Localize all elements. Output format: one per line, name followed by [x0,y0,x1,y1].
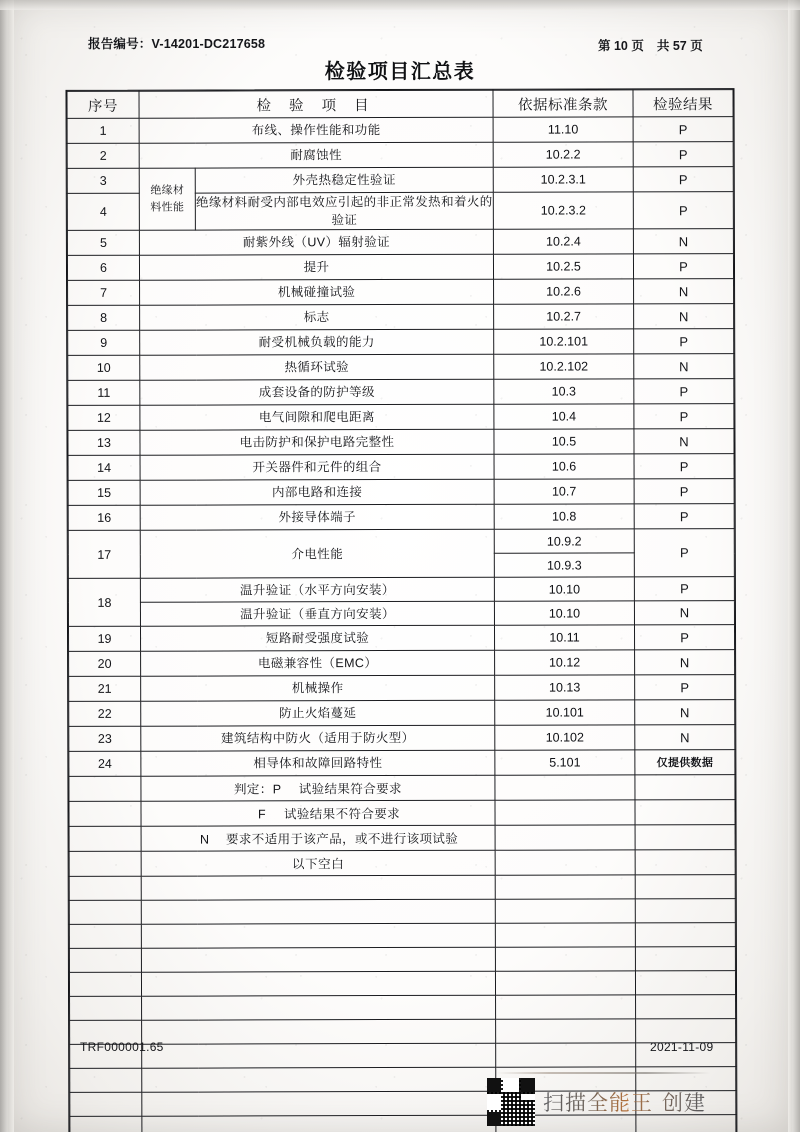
empty-table-row [70,1019,736,1045]
cell-no: 17 [68,530,140,578]
cell-standard: 10.2.4 [493,229,633,254]
table-row [68,279,734,306]
cell-standard: 5.101 [495,750,635,775]
cell-group-insulation-performance [139,168,195,230]
column-header-result: 检验结果 [633,90,733,117]
page-total: 共 57 页 [656,39,703,53]
cell-standard: 10.6 [494,454,634,479]
empty-table-row [69,899,735,925]
cell-blank [69,851,141,876]
cell-blank-item [141,923,495,948]
cell-standard: 10.10 [494,577,634,601]
cell-result: N [633,229,733,254]
legend-text-p: 试验结果符合要求 [298,782,402,797]
cell-blank-result [635,971,735,995]
cell-item: 耐腐蚀性 [139,142,493,168]
cell-standard: 10.5 [494,429,634,454]
cell-result: N [635,650,735,675]
table-row [68,329,734,356]
end-note: 以下空白 [141,850,495,876]
cell-blank-result [635,923,735,947]
cell-standard: 10.12 [495,650,635,675]
cell-standard: 10.2.2 [493,142,633,167]
cell-item: 机械操作 [141,675,495,701]
cell-item: 耐受机械负载的能力 [140,329,494,355]
table-row [67,117,733,144]
cell-blank-item [142,1115,496,1132]
cell-result: N [634,279,734,304]
cell-blank-item [141,875,495,900]
watermark-text-part1: 扫描全能王 [543,1092,653,1115]
cell-item: 绝缘材料耐受内部电效应引起的非正常发热和着火的验证 [195,192,493,230]
page-edge-shadow-top [0,0,800,10]
cell-item: 外壳热稳定性验证 [195,167,493,193]
inspection-summary-table [67,89,737,1132]
form-code: TRF000001.65 [80,1040,164,1054]
legend-text-f: 试验结果不符合要求 [283,807,401,822]
cell-blank [495,775,635,800]
watermark-divider [496,1072,710,1074]
legend-code-n: N [199,832,210,847]
cell-standard: 10.2.101 [494,329,634,354]
cell-item: 相导体和故障回路特性 [141,750,495,776]
cell-item: 建筑结构中防火（适用于防火型） [141,725,495,751]
cell-item: 提升 [139,254,493,280]
table-header-row [67,90,733,119]
cell-no: 18 [68,578,140,626]
table-row [68,529,734,555]
cell-blank-item [142,1067,496,1092]
cell-item: 标志 [140,304,494,330]
cell-blank-no [69,924,141,948]
cell-standard: 10.4 [494,404,634,429]
report-number: 报告编号：V-14201-DC217658 [88,37,266,51]
cell-result: P [634,529,734,577]
cell-no: 13 [68,430,140,455]
cell-item: 电击防护和保护电路完整性 [140,429,494,455]
cell-standard: 10.13 [495,675,635,700]
cell-blank-no [69,948,141,972]
legend-row [69,775,735,802]
cell-blank-standard [496,995,636,1019]
camscanner-watermark [487,1076,717,1128]
cell-item: 热循环试验 [140,354,494,380]
cell-blank-result [635,899,735,923]
legend-code-p: P [272,782,282,797]
cell-result: N [635,725,735,750]
table-row [68,354,734,381]
cell-standard-secondary: 10.9.3 [494,553,634,577]
cell-no: 14 [68,455,140,480]
cell-blank-item [141,899,495,924]
cell-result: P [635,675,735,700]
table-row [68,601,734,627]
legend-row [69,825,735,852]
table-row [69,650,735,677]
table-row [68,479,734,506]
cell-result: P [634,625,734,650]
cell-no: 7 [68,280,140,305]
end-note-row [69,850,735,877]
cell-item: 防止火焰蔓延 [141,700,495,726]
cell-blank-result [635,947,735,971]
empty-table-row [70,995,736,1021]
table-row [68,504,734,531]
page-edge-shadow-left [0,0,14,1132]
cell-no: 21 [69,676,141,701]
cell-blank-item [142,1019,496,1044]
cell-standard: 10.102 [495,725,635,750]
empty-table-row [69,875,735,901]
cell-result: P [634,404,734,429]
column-header-no: 序号 [67,91,139,118]
legend-pass [141,775,495,801]
page-title: 检验项目汇总表 [324,61,476,83]
cell-blank-no [69,876,141,900]
table-row [67,142,733,169]
cell-blank-no [70,1092,142,1116]
cell-result: P [634,504,734,529]
cell-blank-result [635,875,735,899]
table-row [68,404,734,431]
cell-result: P [633,254,733,279]
column-header-item: 检 验 项 目 [139,90,493,118]
cell-standard: 10.101 [495,700,635,725]
inspection-summary-table-wrapper [67,89,737,1132]
cell-standard: 10.2.3.2 [493,192,633,230]
cell-result: P [633,167,733,192]
column-header-standard: 依据标准条款 [493,90,633,117]
cell-standard: 10.3 [494,379,634,404]
cell-blank-standard [495,947,635,971]
cell-result: N [634,354,734,379]
cell-no: 11 [68,380,140,405]
group-label-line2: 料性能 [150,201,185,214]
cell-item: 成套设备的防护等级 [140,379,494,405]
table-row [68,454,734,481]
cell-blank-no [70,1116,142,1132]
legend-fail [141,800,495,826]
legend-code-f: F [257,807,267,822]
table-row [67,229,733,256]
table-row [69,700,735,727]
cell-item: 机械碰撞试验 [140,279,494,305]
legend-na [141,825,495,851]
legend-text-n: 要求不适用于该产品，或不进行该项试验 [225,832,459,847]
cell-no: 12 [68,405,140,430]
cell-no: 23 [69,726,141,751]
watermark-text-part2: 创建 [662,1092,706,1115]
cell-no: 15 [68,480,140,505]
cell-item: 外接导体端子 [140,504,494,530]
empty-table-row [69,971,735,997]
cell-no: 8 [68,305,140,330]
footer-date: 2021-11-09 [650,1040,714,1054]
group-label-line1: 绝缘材 [150,184,185,197]
table-row [69,675,735,702]
cell-blank-no [70,1068,142,1092]
cell-blank [635,800,735,825]
cell-result: P [634,379,734,404]
cell-standard: 10.2.6 [494,279,634,304]
cell-item: 布线、操作性能和功能 [139,117,493,143]
cell-item: 耐紫外线（UV）辐射验证 [139,229,493,255]
cell-blank-no [69,972,141,996]
table-row [69,725,735,752]
cell-no: 4 [67,193,139,230]
cell-blank-item [142,1091,496,1116]
cell-result: N [634,429,734,454]
cell-blank-item [141,971,495,996]
cell-blank-no [69,900,141,924]
cell-blank-standard [495,971,635,995]
cell-result: P [633,142,733,167]
cell-result: P [634,479,734,504]
cell-standard: 10.7 [494,479,634,504]
cell-blank-standard [495,875,635,899]
cell-blank [69,801,141,826]
cell-result: P [633,117,733,142]
cell-no: 9 [68,330,140,355]
cell-no: 19 [68,626,140,651]
cell-item: 电磁兼容性（EMC） [141,650,495,676]
cell-result: P [634,454,734,479]
cell-no: 24 [69,751,141,776]
table-row [69,750,735,777]
cell-result: P [634,577,734,601]
cell-item: 温升验证（水平方向安装） [140,577,494,602]
table-row [68,625,734,652]
cell-no: 2 [67,143,139,168]
empty-table-row [70,1043,736,1069]
watermark-text [543,1087,706,1117]
cell-no: 10 [68,355,140,380]
cell-blank-item [142,1043,496,1068]
page-current: 第 10 页 [598,39,644,53]
cell-no: 3 [67,168,139,193]
cell-blank-standard [495,899,635,923]
cell-blank-standard [496,1043,636,1067]
table-row [67,254,733,281]
cell-item: 内部电路和连接 [140,479,494,505]
cell-blank [69,826,141,851]
cell-standard: 10.2.5 [493,254,633,279]
cell-standard: 10.2.3.1 [493,167,633,192]
table-row [68,429,734,456]
cell-no: 5 [67,230,139,255]
table-row [68,577,734,603]
cell-standard-secondary: 10.10 [494,601,634,625]
cell-blank-item [142,995,496,1020]
cell-blank-standard [496,1019,636,1043]
cell-standard: 10.2.102 [494,354,634,379]
cell-blank [635,775,735,800]
cell-standard: 10.11 [494,625,634,650]
cell-standard: 10.9.2 [494,529,634,553]
cell-blank-no [70,996,142,1020]
legend-row [69,800,735,827]
cell-result: P [634,329,734,354]
cell-blank [495,800,635,825]
cell-no: 16 [68,505,140,530]
cell-item: 电气间隙和爬电距离 [140,404,494,430]
cell-result: P [633,192,733,230]
cell-blank [69,776,141,801]
legend-prefix: 判定： [233,782,273,797]
table-row [68,304,734,331]
cell-blank [495,850,635,875]
cell-standard: 10.8 [494,504,634,529]
cell-item-secondary: 温升验证（垂直方向安装） [140,601,494,626]
cell-standard: 10.2.7 [494,304,634,329]
cell-result: N [634,304,734,329]
cell-blank [495,825,635,850]
cell-no: 22 [69,701,141,726]
page-edge-shadow-right [788,0,800,1132]
cell-result-secondary: N [634,601,734,625]
cell-blank [635,850,735,875]
cell-blank [635,825,735,850]
cell-blank-standard [495,923,635,947]
empty-table-row [69,947,735,973]
cell-item: 开关器件和元件的组合 [140,454,494,480]
cell-blank-item [141,947,495,972]
cell-standard: 11.10 [493,117,633,142]
cell-result: 仅提供数据 [635,750,735,775]
cell-item: 短路耐受强度试验 [140,625,494,651]
empty-table-row [69,923,735,949]
cell-item: 介电性能 [140,529,494,578]
cell-result: N [635,700,735,725]
cell-blank-result [636,995,736,1019]
cell-no: 20 [69,651,141,676]
table-row [67,167,733,194]
qr-code-icon [487,1078,535,1126]
cell-no: 6 [67,255,139,280]
cell-no: 1 [67,118,139,143]
table-row [68,379,734,406]
page-indicator [598,36,703,54]
